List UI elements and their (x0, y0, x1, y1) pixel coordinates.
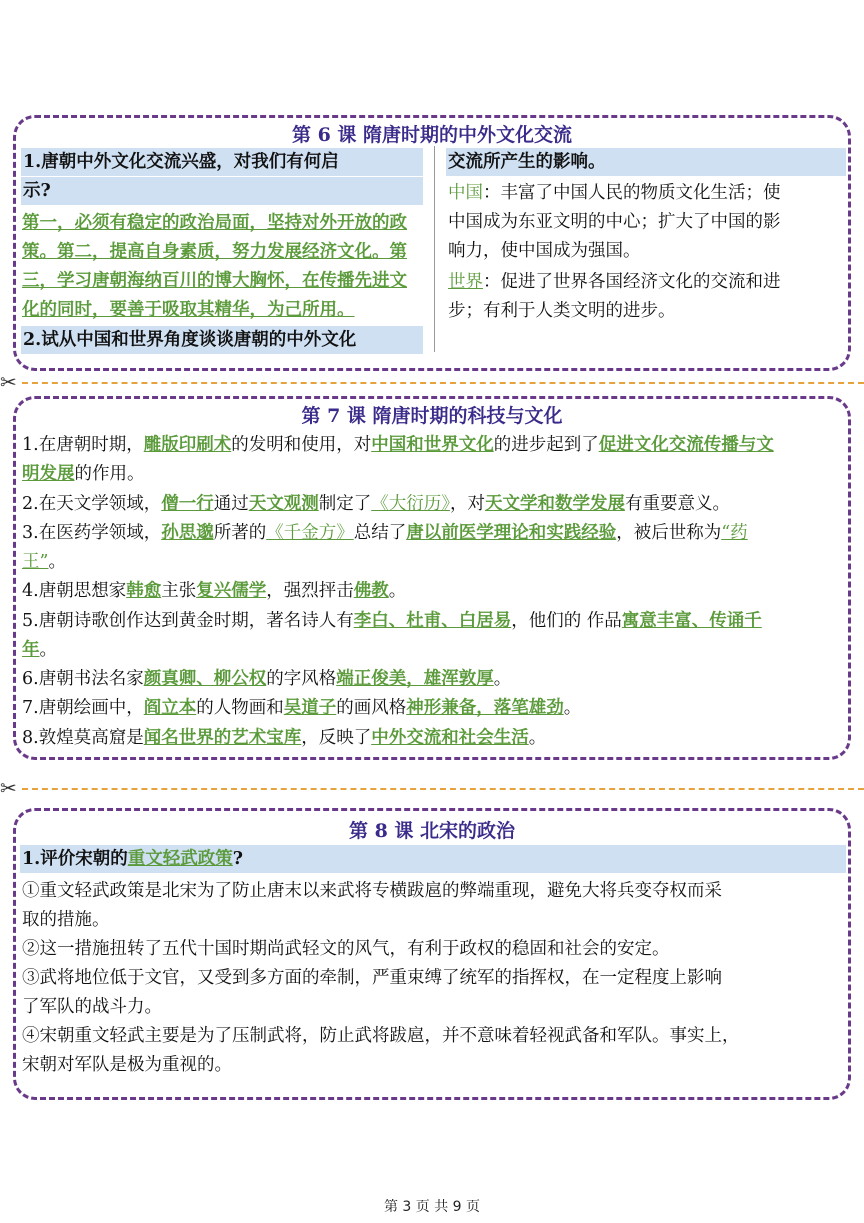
lesson7-item5-line2: 年。 (22, 640, 57, 660)
lesson7-item7: 7.唐朝绘画中，阎立本的人物画和吴道子的画风格神形兼备，落笔雄劲。 (22, 698, 582, 718)
lesson6-a1-line1: 第一，必须有稳定的政治局面，坚持对外开放的政 (22, 213, 407, 233)
china-label: 中国 (448, 183, 483, 203)
lesson6-q1-line1: 1.唐朝中外文化交流兴盛，对我们有何启 (21, 148, 423, 176)
lesson8-line2: 取的措施。 (22, 910, 110, 930)
lesson6-china-line2: 中国成为东亚文明的中心；扩大了中国的影 (448, 212, 781, 232)
lesson7-item3-line1: 3.在医药学领域，孙思邈所著的《千金方》总结了唐以前医学理论和实践经验，被后世称为“药 (22, 523, 748, 543)
lesson8-line5: 了军队的战斗力。 (22, 997, 162, 1017)
lesson6-world-line2: 步；有利于人类文明的进步。 (448, 301, 676, 321)
lesson7-item3-line2: 王”。 (22, 552, 66, 572)
lesson7-item8: 8.敦煌莫高窟是闻名世界的艺术宝库，反映了中外交流和社会生活。 (22, 728, 547, 748)
lesson8-line6: ④宋朝重文轻武主要是为了压制武将，防止武将跋扈，并不意味着轻视武备和军队。事实上， (22, 1026, 740, 1046)
lesson8-line7: 宋朝对军队是极为重视的。 (22, 1055, 232, 1075)
scissors-icon-2: ✂ (0, 776, 17, 800)
column-divider (434, 146, 435, 352)
lesson8-box (13, 808, 851, 1100)
china-text-1: ：丰富了中国人民的物质文化生活；使 (483, 183, 781, 203)
lesson6-world-line1 (448, 268, 781, 296)
lesson6-china-line1 (448, 179, 781, 207)
lesson7-box (13, 396, 851, 760)
lesson7-item1-line2: 明发展的作用。 (22, 464, 145, 484)
page-footer: 第 3 页 共 9 页 (383, 1199, 481, 1215)
lesson6-box (13, 115, 851, 371)
lesson6-right-head: 交流所产生的影响。 (446, 148, 846, 176)
lesson7-item4: 4.唐朝思想家韩愈主张复兴儒学，强烈抨击佛教。 (22, 581, 407, 601)
lesson8-line4: ③武将地位低于文官，又受到多方面的牵制，严重束缚了统军的指挥权，在一定程度上影响 (22, 968, 722, 988)
lesson7-item5-line1: 5.唐朝诗歌创作达到黄金时期，著名诗人有李白、杜甫、白居易，他们的 作品寓意丰富、传诵千 (22, 611, 762, 631)
lesson7-item2: 2.在天文学领域，僧一行通过天文观测制定了《大衍历》，对天文学和数学发展有重要意义。 (22, 494, 730, 514)
lesson6-a1-line3: 三，学习唐朝海纳百川的博大胸怀，在传播先进文 (22, 271, 407, 291)
lesson6-q2: 2.试从中国和世界角度谈谈唐朝的中外文化 (21, 326, 423, 354)
lesson7-title: 第 7 课 隋唐时期的科技与文化 (301, 405, 563, 427)
lesson7-item6: 6.唐朝书法名家颜真卿、柳公权的字风格端正俊美，雄浑敦厚。 (22, 669, 512, 689)
world-label: 世界 (448, 272, 483, 292)
lesson6-a1-line2: 策。第二，提高自身素质，努力发展经济文化。第 (22, 242, 407, 262)
lesson8-line3: ②这一措施扭转了五代十国时期尚武轻文的风气，有利于政权的稳固和社会的安定。 (22, 939, 670, 959)
lesson6-q1-line2: 示? (21, 177, 423, 205)
lesson7-item1-line1: 1.在唐朝时期，雕版印刷术的发明和使用，对中国和世界文化的进步起到了促进文化交流传播与文 (22, 435, 774, 455)
cut-line (22, 382, 864, 384)
lesson6-a1-line4: 化的同时，要善于吸取其精华，为己所用。 (22, 300, 355, 320)
lesson6-title: 第 6 课 隋唐时期的中外文化交流 (291, 124, 573, 146)
lesson8-title: 第 8 课 北宋的政治 (348, 820, 516, 842)
world-text-1: ：促进了世界各国经济文化的交流和进 (483, 272, 781, 292)
cut-line-2 (22, 788, 864, 790)
lesson8-question: 1.评价宋朝的重文轻武政策? (20, 845, 846, 873)
lesson8-line1: ①重文轻武政策是北宋为了防止唐末以来武将专横跋扈的弊端重现，避免大将兵变夺权而采 (22, 881, 722, 901)
scissors-icon: ✂ (0, 370, 17, 394)
lesson6-china-line3: 响力，使中国成为强国。 (448, 241, 641, 261)
